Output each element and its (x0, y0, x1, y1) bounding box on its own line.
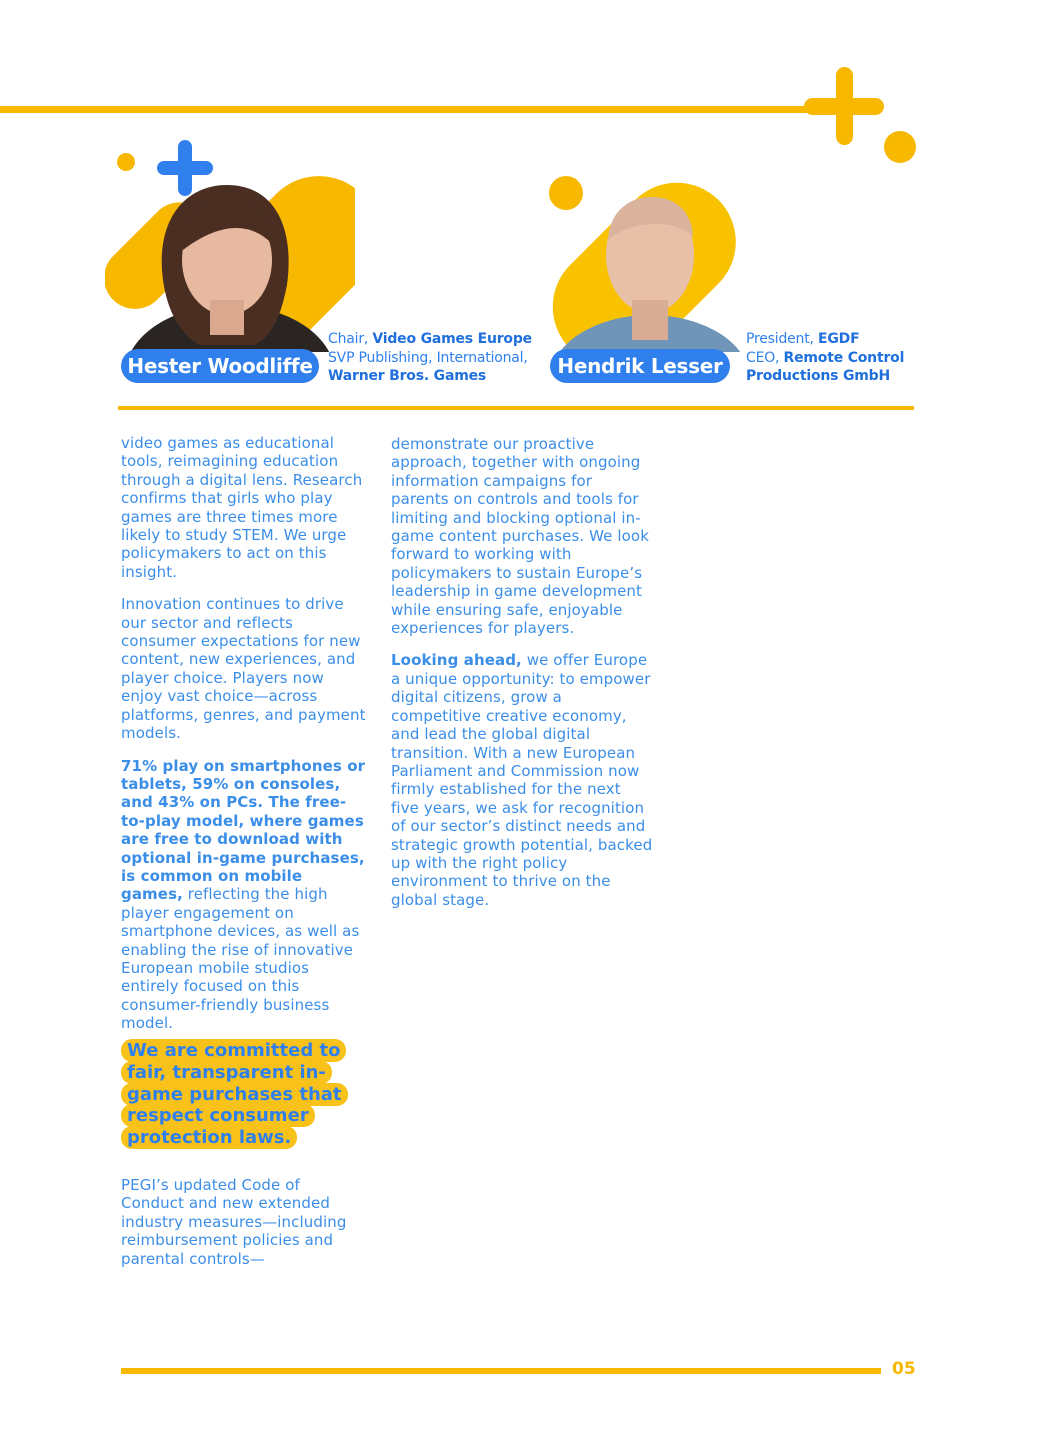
person-name-pill: Hendrik Lesser (550, 349, 730, 383)
page-number: 05 (892, 1359, 916, 1379)
pull-quote: We are committed to fair, transparent in-game purchases that respect consumer protection laws. (121, 1040, 361, 1149)
paragraph: video games as educational tools, reimagining education through a digital lens. Research confirms that girls who play games are three times more likely to study STEM. We urge policymakers to act on this insight. (121, 434, 363, 581)
person-role: Chair, Video Games Europe SVP Publishing, International, Warner Bros. Games (328, 331, 532, 384)
paragraph: demonstrate our proactive approach, together with ongoing information campaigns for parents on controls and tools for limiting and blocking optional in-game content purchases. We look forward to working with policymakers to sustain Europe’s leadership in game development while ensuring safe, enjoyable experiences for players. (391, 435, 649, 638)
footer-rule (121, 1368, 881, 1374)
paragraph: Innovation continues to drive our sector and reflects consumer expectations for new content, new experiences, and player choice. Players now enjoy vast choice—across platforms, genres, and payment models. (121, 595, 366, 743)
person-name-pill: Hester Woodliffe (121, 349, 319, 383)
text-column-2 (391, 435, 653, 923)
text-column-1 (121, 434, 369, 1047)
plus-icon (800, 64, 920, 166)
paragraph: PEGI’s updated Code of Conduct and new extended industry measures—including reimbursement policies and parental controls— (121, 1176, 347, 1268)
top-rule (0, 106, 842, 113)
person-role: President, EGDF CEO, Remote Control Productions GmbH (746, 331, 905, 384)
paragraph: 71% play on smartphones or tablets, 59% on consoles, and 43% on PCs. The free-to-play model, where games are free to download with optional in-game purchases, is common on mobile games, reflecting the high player engagement on smartphone devices, as well as enabling the rise of innovative European mobile studios entirely focused on this consumer-friendly business model. (121, 756, 366, 1033)
portrait-hester-woodliffe (105, 140, 355, 355)
portrait-hendrik-lesser (540, 155, 770, 355)
paragraph: Looking ahead, we offer Europe a unique opportunity: to empower digital citizens, grow a competitive creative economy, and lead the global digital transition. With a new European Parliament and Commission now firmly established for the next five years, we ask for recognition of our sector’s distinct needs and strategic growth potential, backed up with the right policy environment to thrive on the global stage. (391, 651, 653, 909)
header-divider (118, 406, 914, 410)
